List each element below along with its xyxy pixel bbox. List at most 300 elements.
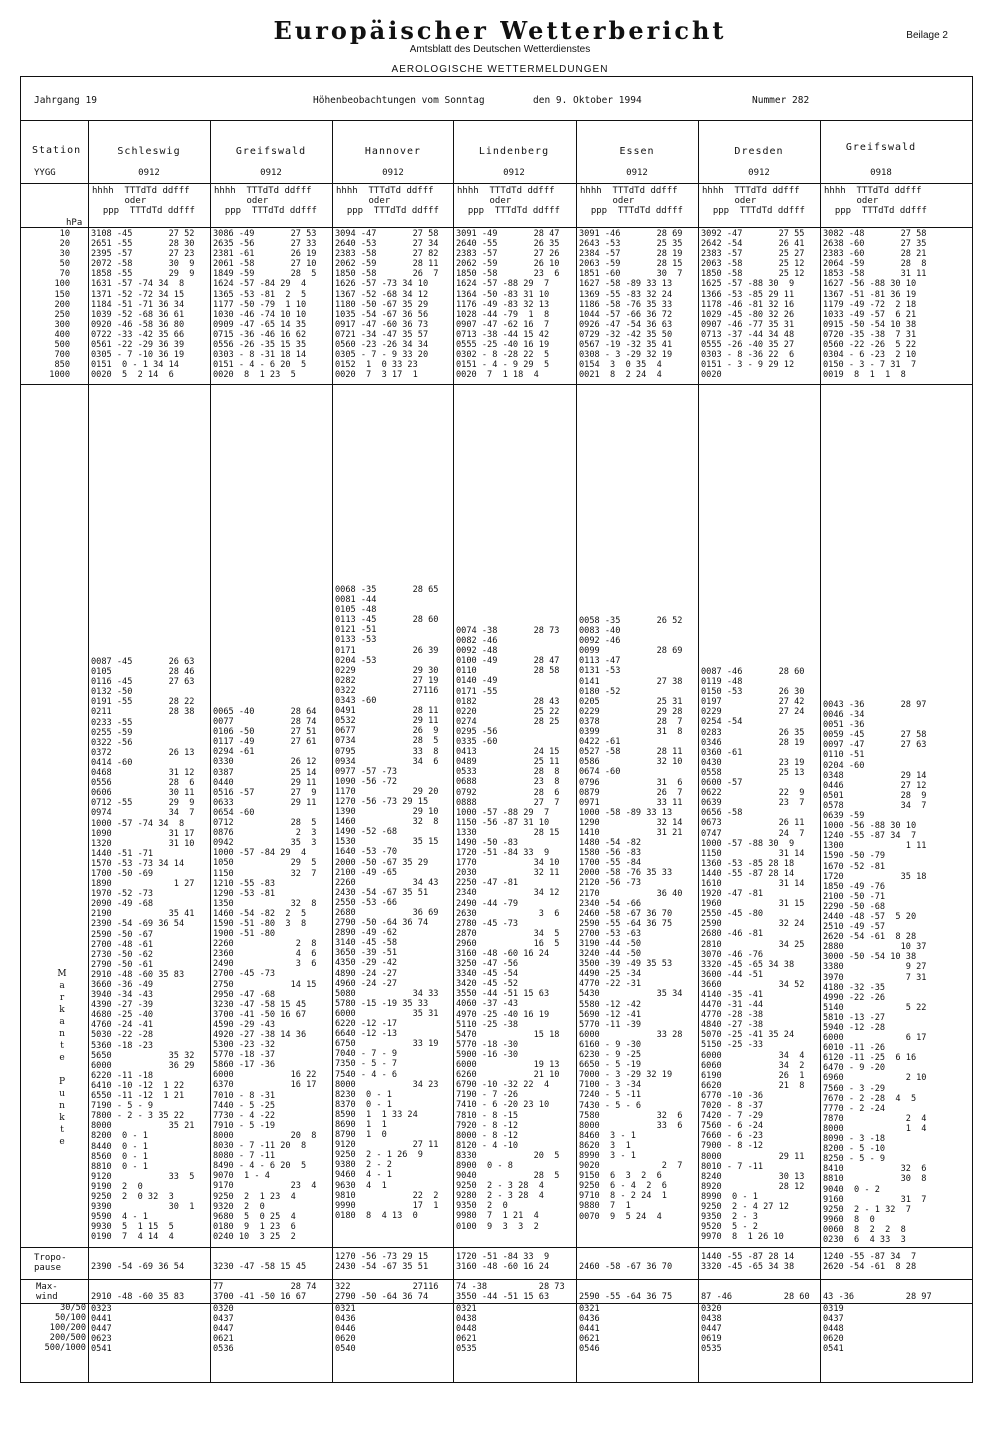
vertical-letter (56, 1064, 68, 1076)
divider (20, 227, 973, 228)
data-row: 7000 - 3 -29 32 19 (579, 1070, 673, 1081)
data-row: 1770 34 10 (456, 858, 560, 869)
data-row: 1176 -49 -83 32 13 (456, 299, 550, 310)
data-row: 8080 - 7 -11 (213, 1151, 276, 1162)
data-row: 1720 35 18 (823, 871, 927, 882)
data-row: 1960 31 15 (701, 899, 805, 910)
data-row: 0211 28 38 (91, 707, 195, 718)
maxwind-data (91, 1282, 184, 1302)
data-row: 2090 -49 -68 (91, 899, 154, 910)
data-row: 0087 -46 28 60 (701, 667, 805, 677)
data-row: 2790 -50 -64 36 74 (335, 918, 429, 929)
data-row: 0633 29 11 (213, 797, 317, 808)
data-row: 2190 35 41 (91, 909, 195, 920)
data-row: 3091 -46 28 69 (579, 229, 683, 239)
data-row: 3230 -47 -58 15 45 (213, 999, 307, 1010)
data-row: 0099 28 69 (579, 646, 683, 657)
data-row: 0058 -35 26 52 (579, 616, 683, 626)
data-row: 6000 34 4 (701, 1050, 805, 1061)
data-row: 0082 -46 (456, 636, 498, 647)
data-row: 0360 -61 (701, 747, 743, 758)
data-row: 0106 -50 27 51 (213, 727, 317, 738)
data-row: 7900 - 8 -12 (701, 1141, 764, 1152)
data-row: 87 -46 28 60 (701, 1292, 810, 1303)
significant-points (91, 657, 194, 1242)
data-row: 7240 - 5 -11 (579, 1090, 642, 1101)
column-divider (88, 120, 89, 1383)
data-row: 1039 -52 -68 36 61 (91, 309, 185, 320)
data-row: 6410 -10 -12 1 22 (91, 1080, 185, 1091)
data-row: 2384 -57 28 19 (579, 249, 683, 260)
data-row: 2340 -54 -66 (579, 898, 642, 909)
data-row: 1270 -56 -73 29 15 (335, 796, 429, 807)
data-row: 0372 26 13 (91, 747, 195, 758)
data-row: 0100 -49 28 47 (456, 656, 560, 667)
data-row: 0688 23 8 (456, 777, 560, 788)
data-row: 6640 -12 -13 (335, 1029, 398, 1040)
vertical-letter: k (59, 1005, 65, 1015)
data-row: 0020 7 3 17 1 (335, 370, 418, 381)
wind-shear-data (456, 1304, 477, 1354)
vertical-letter: a (59, 981, 65, 991)
data-row: 9990 17 1 (335, 1200, 439, 1211)
data-row: 0119 -48 (701, 677, 743, 688)
data-row: 0715 -36 -46 16 62 (213, 329, 307, 340)
data-row: 1624 -57 -88 29 7 (456, 279, 550, 290)
station-name: Hannover (364, 146, 422, 157)
data-row: 4590 -29 -43 (213, 1019, 276, 1030)
data-row: 0399 31 8 (579, 727, 683, 738)
data-row: 8490 - 4 - 6 20 5 (213, 1161, 307, 1172)
data-row: 1210 -55 -83 (213, 878, 276, 889)
data-row: 5900 -16 -30 (456, 1049, 519, 1060)
data-row: 7440 - 5 -25 (213, 1100, 276, 1111)
data-row: 0131 -53 (579, 666, 621, 677)
data-row: 3190 -44 -50 (579, 939, 642, 949)
data-row: 0229 29 30 (335, 665, 439, 676)
data-row: 8810 30 8 (823, 1174, 927, 1185)
data-row: 9390 30 1 (91, 1202, 195, 1213)
data-row: 1890 1 27 (91, 879, 195, 890)
data-row: 4470 -31 -44 (701, 1000, 764, 1011)
data-row: 1390 29 10 (335, 807, 439, 818)
data-row: 2170 36 40 (579, 888, 683, 899)
data-row: 5940 -12 -28 (823, 1023, 886, 1033)
data-row: 3700 -41 -50 16 67 (213, 1292, 307, 1303)
data-row: 0295 -56 (456, 726, 498, 737)
data-row: 2642 -54 26 41 (701, 239, 805, 250)
data-row: 0171 -55 (456, 686, 498, 697)
data-row: 3320 -45 -65 34 38 (701, 959, 795, 970)
data-row: 1371 -52 -72 34 15 (91, 289, 185, 300)
data-row: 0100 9 3 3 2 (456, 1221, 539, 1232)
significant-points (701, 667, 804, 1242)
data-row: 0436 (335, 1314, 356, 1325)
data-row: 0556 28 6 (91, 778, 195, 789)
data-row: 1970 -52 -73 (91, 889, 154, 900)
data-row: 1640 -53 -70 (335, 847, 398, 858)
data-row: 1320 31 10 (91, 838, 195, 849)
data-row: 0020 5 2 14 6 (91, 370, 174, 381)
data-row: 0070 9 5 24 4 (579, 1211, 662, 1222)
data-row: 0436 (579, 1314, 600, 1325)
column-header: hhhh TTTdTd ddfff oder ppp TTTdTd ddfff (214, 186, 317, 216)
data-row: 9250 2 1 23 4 (213, 1191, 296, 1202)
data-row: 3160 -48 -60 16 24 (456, 949, 550, 959)
vertical-letter: a (59, 1017, 65, 1027)
data-row: 0020 8 1 23 5 (213, 370, 296, 381)
data-row: 2062 -59 28 11 (335, 259, 439, 270)
data-row: 7560 - 3 -29 (823, 1083, 886, 1094)
data-row: 9170 23 4 (213, 1181, 317, 1192)
data-row: 6650 - 5 -19 (579, 1060, 642, 1071)
data-row: 0083 -40 (579, 626, 621, 637)
data-row: 0254 -54 (701, 717, 743, 728)
data-row: 6000 35 31 (335, 1008, 439, 1019)
data-row: 0729 -32 -42 35 50 (579, 329, 673, 340)
data-row: 0133 -53 (335, 635, 377, 646)
data-row: 9020 2 7 (579, 1161, 683, 1172)
data-row: 8690 1 1 (335, 1119, 387, 1130)
data-row: 0430 23 19 (701, 757, 805, 768)
data-row: 0092 -48 (456, 646, 498, 657)
data-row: 0305 - 7 - 9 33 20 (335, 350, 429, 361)
data-row: 7190 - 5 - 9 (91, 1101, 154, 1112)
data-row: 0171 26 39 (335, 645, 439, 656)
data-row: 8240 30 13 (701, 1171, 805, 1182)
data-row: 7920 - 8 -12 (456, 1120, 519, 1131)
data-row: 7540 - 4 - 6 (335, 1069, 398, 1080)
data-row: 3082 -48 27 58 (823, 229, 927, 239)
divider (20, 384, 973, 385)
data-row: 0712 -55 29 9 (91, 798, 195, 809)
data-row: 1364 -50 -83 31 10 (456, 289, 550, 300)
data-row: 0190 7 4 14 4 (91, 1232, 174, 1243)
data-row: 0621 (456, 1334, 477, 1345)
data-row: 0121 -51 (335, 625, 377, 636)
data-row: 0621 (579, 1334, 600, 1345)
data-row: 2910 -48 -60 35 83 (91, 969, 185, 980)
data-row: 9680 5 0 25 4 (213, 1211, 296, 1222)
data-row: 0059 -45 27 58 (823, 730, 927, 741)
data-row: 3660 -36 -49 (91, 980, 154, 990)
data-row: 2260 2 8 (213, 939, 317, 950)
data-row: 0567 -19 -32 35 41 (579, 340, 673, 351)
wind-shear-data (335, 1304, 356, 1354)
data-row: 2910 -48 -60 35 83 (91, 1292, 185, 1303)
data-row: 3230 -47 -58 15 45 (213, 1262, 307, 1273)
yygg-label: YYGG (34, 168, 56, 178)
data-row: 4920 -27 -38 14 36 (213, 1030, 307, 1040)
data-row: 5300 -23 -32 (213, 1040, 276, 1051)
data-row: 1360 -53 -85 28 18 (701, 858, 795, 869)
column-header: hhhh TTTdTd ddfff oder ppp TTTdTd ddfff (457, 186, 560, 216)
data-row: 0081 -44 (335, 595, 377, 606)
data-row: 8620 3 1 (579, 1140, 631, 1151)
data-row: 1626 -57 -73 34 10 (335, 279, 429, 290)
data-row: 2440 -48 -57 5 20 (823, 911, 917, 922)
significant-points (213, 707, 316, 1242)
data-row: 1570 -53 -73 34 14 (91, 858, 185, 869)
data-row: 2880 10 37 (823, 942, 927, 953)
data-row: 0065 -40 28 64 (213, 707, 317, 717)
data-row: 0074 -38 28 73 (456, 626, 560, 636)
data-row: 5470 15 18 (456, 1029, 560, 1040)
page-title: Europäischer Wetterbericht (273, 16, 727, 45)
observation-title: Höhenbeobachtungen vom Sonntag (313, 95, 485, 106)
data-row: 0536 (213, 1344, 234, 1355)
data-row: 6550 -11 -12 1 21 (91, 1091, 185, 1102)
data-row: 1590 -50 -79 (823, 851, 886, 862)
data-row: 1920 -47 -81 (701, 889, 764, 900)
data-row: 2383 -58 27 82 (335, 249, 439, 260)
data-row: 9250 2 - 4 27 12 (701, 1201, 789, 1212)
data-row: 7670 - 2 -28 4 5 (823, 1093, 917, 1104)
data-row: 5690 -12 -41 (579, 1009, 642, 1020)
data-row: 0320 (213, 1304, 234, 1314)
data-row: 5810 -13 -27 (823, 1012, 886, 1023)
data-row: 5770 -18 -37 (213, 1050, 276, 1061)
data-row: 2890 -49 -62 (335, 928, 398, 939)
data-row: 0446 (335, 1324, 356, 1335)
markante-punkte-label (56, 968, 68, 1148)
data-row: 3550 -44 -51 15 63 (456, 989, 550, 1000)
data-row: 1090 -56 -72 (335, 776, 398, 787)
data-row: 0437 (823, 1314, 844, 1325)
data-row: 1030 -46 -74 10 10 (213, 309, 307, 320)
data-row: 6190 26 1 (701, 1070, 805, 1081)
data-row: 2460 -58 -67 36 70 (579, 1262, 673, 1273)
data-row: 3086 -49 27 53 (213, 229, 317, 239)
data-row: 1720 -51 -84 33 9 (456, 848, 550, 859)
data-row: 0535 (701, 1344, 722, 1355)
data-row: 0330 26 12 (213, 757, 317, 768)
data-row: 2960 16 5 (456, 938, 560, 949)
data-row: 2490 3 6 (213, 959, 317, 970)
data-row: 0533 28 8 (456, 767, 560, 778)
data-row: 2651 -55 28 30 (91, 239, 195, 250)
data-row: 2638 -60 27 35 (823, 239, 927, 250)
data-row: 0621 (213, 1334, 234, 1345)
data-row: 0447 (213, 1324, 234, 1335)
data-row: 9150 6 3 2 6 (579, 1171, 662, 1182)
data-row: 2730 -50 -62 (91, 949, 154, 960)
data-row: 6120 -11 -25 6 16 (823, 1053, 917, 1064)
column-divider (332, 120, 333, 1383)
data-row: 2290 -50 -68 (823, 901, 886, 912)
data-row: 4890 -24 -27 (335, 968, 398, 979)
data-row: 1184 -51 -71 36 34 (91, 299, 185, 310)
data-row (823, 1282, 932, 1292)
page-subtitle: Amtsblatt des Deutschen Wetterdienstes (409, 44, 591, 55)
data-row: 1627 -56 -88 30 10 (823, 279, 917, 290)
data-row: 0620 (823, 1334, 844, 1345)
data-row: 2680 36 69 (335, 908, 439, 918)
data-row: 8000 1 4 (823, 1123, 927, 1134)
data-row: 0294 -61 (213, 747, 255, 758)
data-row: 0712 28 5 (213, 818, 317, 829)
station-time: 0912 (138, 168, 160, 178)
data-row: 2250 -47 -81 (456, 878, 519, 889)
data-row: 0387 25 14 (213, 767, 317, 778)
vertical-letter: e (59, 1137, 65, 1147)
data-row (579, 1282, 672, 1292)
data-row: 9960 8 0 (823, 1214, 875, 1225)
data-row: 0448 (823, 1324, 844, 1335)
data-row: 322 27116 (335, 1282, 439, 1292)
data-row: 0540 (335, 1344, 356, 1355)
data-row: 1330 28 15 (456, 827, 560, 838)
station-name: Greifswald (845, 142, 917, 153)
data-row: 6230 - 9 -25 (579, 1050, 642, 1061)
data-row: 9350 2 0 (456, 1201, 508, 1212)
data-row: 2061 -58 27 10 (213, 259, 317, 270)
tropopause-data (579, 1252, 672, 1272)
data-row: 0060 8 2 2 8 (823, 1224, 906, 1235)
data-row: 0346 28 19 (701, 737, 805, 748)
data-row: 0558 25 13 (701, 767, 805, 778)
data-row: 0378 28 7 (579, 716, 683, 727)
data-row: 6000 33 28 (579, 1029, 683, 1040)
data-row: 2430 -54 -67 35 51 (335, 887, 429, 898)
data-row: 0541 (91, 1344, 112, 1355)
data-row: 0105 28 46 (91, 667, 195, 678)
data-row: 0110 28 58 (456, 666, 560, 677)
data-row: 9040 28 5 (456, 1171, 560, 1182)
data-row: 5780 -15 -19 35 33 (335, 998, 429, 1009)
data-row: 0934 34 6 (335, 756, 439, 767)
jahrgang: Jahrgang 19 (34, 95, 97, 106)
data-row: 0438 (701, 1314, 722, 1325)
data-row: 3550 -44 -51 15 63 (456, 1292, 550, 1303)
data-row: 0220 25 22 (456, 706, 560, 717)
data-row (91, 1282, 184, 1292)
data-row: 2550 -53 -66 (335, 897, 398, 908)
station-name: Schleswig (117, 146, 181, 157)
data-row: 1170 29 20 (335, 786, 439, 797)
data-row: 0468 31 12 (91, 768, 195, 779)
data-row: 4990 -22 -26 (823, 992, 886, 1003)
data-row: 1700 -55 -84 (579, 858, 642, 869)
data-row: 3660 34 52 (701, 979, 805, 990)
data-row: 0917 -47 -60 36 73 (335, 319, 429, 330)
data-row: 4180 -32 -35 (823, 982, 886, 993)
data-row: 2100 -49 -65 (335, 867, 398, 878)
data-row: 8460 3 - 1 (579, 1130, 636, 1141)
data-row: 0920 -46 -58 36 80 (91, 319, 185, 330)
data-row: 0654 -60 (213, 807, 255, 818)
data-row: 1460 -54 -82 2 5 (213, 908, 307, 919)
data-row: 4060 -37 -43 (456, 999, 519, 1010)
data-row: 0233 -55 (91, 717, 133, 728)
data-row: 6000 36 29 (91, 1060, 195, 1071)
data-row: 0446 27 12 (823, 780, 927, 791)
data-row: 0043 -36 28 97 (823, 700, 927, 710)
maxwind-data (823, 1282, 932, 1302)
data-row: 0308 - 3 -29 32 19 (579, 350, 673, 361)
data-row: 3940 -34 -43 (91, 990, 154, 1001)
data-row: 3320 -45 -65 34 38 (701, 1262, 795, 1273)
data-row: 9520 5 - 2 (701, 1222, 758, 1233)
data-row: 1179 -49 -72 2 18 (823, 299, 917, 310)
data-row: 0077 28 74 (213, 717, 317, 728)
data-row: 3240 -44 -50 (579, 949, 642, 960)
data-row: 7100 - 3 -34 (579, 1080, 642, 1091)
data-row: 2590 -55 -64 36 75 (579, 1292, 673, 1303)
data-row: 7870 2 4 (823, 1113, 927, 1124)
data-row: 4140 -35 -41 (701, 990, 764, 1000)
data-row: 1590 -51 -80 3 8 (213, 918, 307, 929)
data-row: 4960 -24 -27 (335, 978, 398, 989)
data-row: 0283 26 35 (701, 727, 805, 738)
data-row: 5580 -12 -42 (579, 999, 642, 1010)
data-row: 0501 28 9 (823, 790, 927, 801)
data-row: 1150 -56 -87 31 10 (456, 817, 550, 828)
data-row: 43 -36 28 97 (823, 1292, 932, 1303)
data-row: 0600 -57 (701, 778, 743, 789)
data-row: 7040 - 7 - 9 (335, 1049, 398, 1060)
data-row: 0304 - 6 -23 2 10 (823, 350, 917, 361)
data-row: 1850 -49 -76 (823, 881, 886, 892)
data-row: 0578 34 7 (823, 800, 927, 811)
data-row: 8810 0 - 1 (91, 1161, 148, 1172)
data-row: 2460 -58 -67 36 70 (579, 908, 673, 919)
data-row: 0747 24 7 (701, 828, 805, 839)
data-row: 8370 0 - 1 (335, 1099, 392, 1110)
data-row: 4840 -27 -38 (701, 1020, 764, 1031)
data-row: 1290 -53 -81 (213, 888, 276, 899)
data-row: 7430 - 5 - 6 (579, 1100, 642, 1111)
maxwind-data (701, 1282, 810, 1302)
data-row: 0555 -25 -40 16 19 (456, 340, 550, 351)
data-row: 0097 -47 27 63 (823, 740, 927, 751)
data-row: 0437 (213, 1314, 234, 1325)
data-row: 0516 -57 27 9 (213, 787, 317, 798)
data-row: 9880 7 1 (579, 1201, 631, 1212)
data-row: 6060 34 2 (701, 1060, 805, 1071)
data-row: 9250 2 - 1 26 9 (335, 1150, 423, 1161)
data-row: 1850 -58 23 6 (456, 269, 560, 280)
data-row: 3250 -47 -56 (456, 959, 519, 970)
significant-points (579, 616, 682, 1222)
data-row: 5860 -17 -36 (213, 1060, 276, 1071)
data-row: 2700 -45 -73 (213, 969, 276, 980)
data-row: 2950 -47 -68 (213, 989, 276, 1000)
divider (20, 1279, 973, 1280)
column-divider (210, 120, 211, 1383)
data-row: 2383 -57 25 27 (701, 249, 805, 260)
data-row: 0722 -33 -42 35 66 (91, 329, 185, 340)
data-row: 0546 (579, 1344, 600, 1355)
station-name: Greifswald (235, 146, 307, 157)
standard-levels (823, 229, 926, 380)
data-row: 8000 35 21 (91, 1121, 195, 1132)
data-row: 8230 0 - 1 (335, 1089, 392, 1100)
data-row: 6220 -12 -17 (335, 1019, 398, 1030)
data-row: 0321 (335, 1304, 356, 1314)
data-row: 1300 1 11 (823, 841, 927, 852)
data-row: 2590 32 24 (701, 919, 805, 930)
data-row: 1178 -46 -81 32 16 (701, 299, 795, 310)
data-row: 0656 -58 (701, 808, 743, 819)
data-row: 0116 -45 27 63 (91, 677, 195, 688)
data-row: 0639 -59 (823, 811, 865, 822)
data-row: 9250 2 - 3 28 4 (456, 1181, 544, 1192)
data-row: 0150 - 3 - 7 31 7 (823, 360, 917, 371)
data-row: 0541 (823, 1344, 844, 1355)
observation-date: den 9. Oktober 1994 (533, 95, 642, 106)
data-row: 0204 -60 (823, 760, 865, 771)
